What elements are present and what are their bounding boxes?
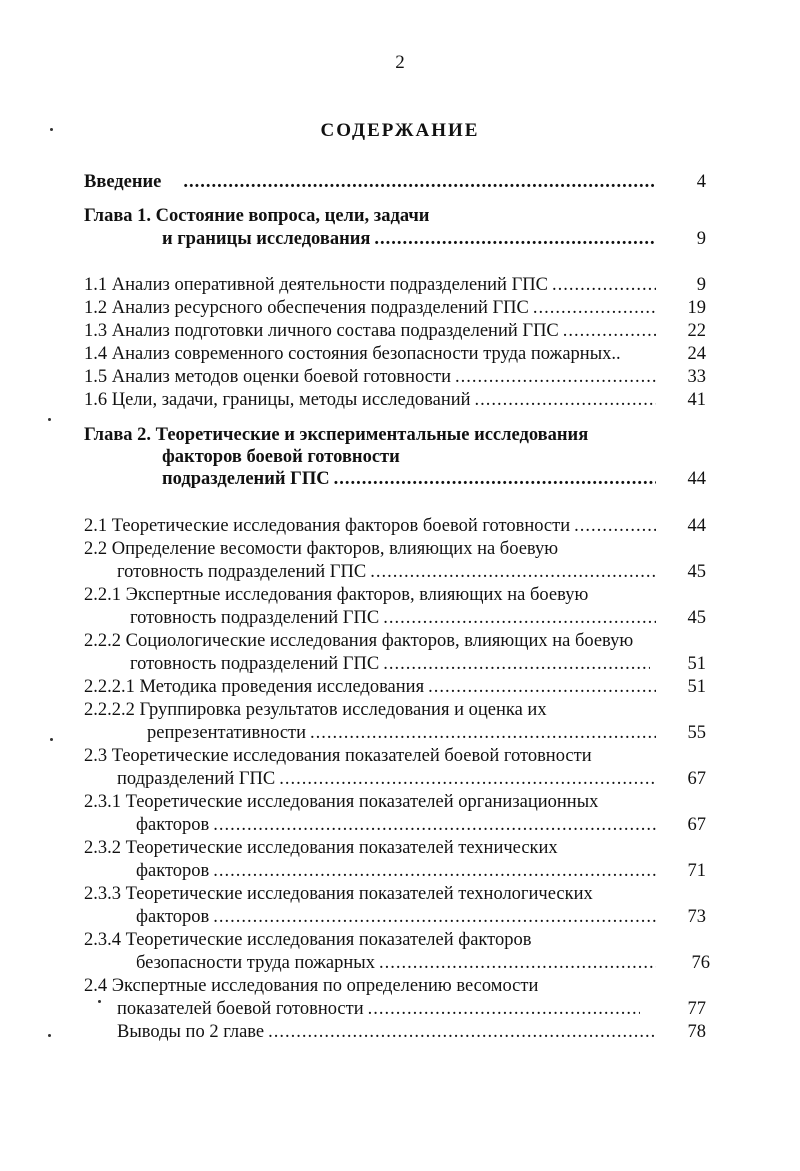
toc-leader <box>310 722 656 744</box>
toc-leader <box>183 171 656 193</box>
toc-leader <box>268 1021 656 1043</box>
scan-speck <box>50 738 53 741</box>
toc-entry-1-5: 1.5 Анализ методов оценки боевой готовности ..... <box>84 366 656 388</box>
toc-page-2-1: 44 <box>687 516 706 536</box>
toc-chapter-1-title: Глава 1. Состояние вопроса, цели, задачи <box>84 206 430 226</box>
toc-leader <box>213 906 656 928</box>
toc-page-1-6: 41 <box>687 390 706 410</box>
toc-page-2-2: 45 <box>687 562 706 582</box>
toc-entry-2-2-2-1: 2.2.2.1 Методика проведения исследования ..... <box>84 676 656 698</box>
toc-page-intro: 4 <box>696 172 706 192</box>
toc-page-ch2: 44 <box>687 469 706 489</box>
toc-page-2-2-1: 45 <box>687 608 706 628</box>
toc-leader <box>334 468 656 490</box>
toc-entry-2-2-2-cont: готовность подразделений ГПС ..... <box>130 653 650 675</box>
scan-speck <box>48 1034 51 1037</box>
toc-leader <box>428 676 656 698</box>
toc-entry-2-2-2-2: 2.2.2.2 Группировка результатов исследования и оценка их <box>84 700 547 720</box>
toc-entry-2-3-1-cont: факторов ..... <box>136 814 656 836</box>
toc-entry-intro <box>84 171 656 193</box>
toc-page-1-1: 9 <box>696 275 706 295</box>
toc-leader <box>368 998 640 1020</box>
toc-page-2-3-2: 71 <box>687 861 706 881</box>
toc-page-1-5: 33 <box>687 367 706 387</box>
toc-leader <box>213 814 656 836</box>
toc-entry-2-3-2: 2.3.2 Теоретические исследования показателей технических <box>84 838 558 858</box>
toc-entry-2-4-cont: показателей боевой готовности ..... <box>117 998 640 1020</box>
toc-page-2-3: 67 <box>687 769 706 789</box>
scan-speck <box>48 418 51 421</box>
toc-page-2-3-4: 76 <box>691 953 710 973</box>
toc-leader <box>213 860 656 882</box>
toc-entry-2-3-cont: подразделений ГПС ..... <box>117 768 656 790</box>
toc-entry-2-4: 2.4 Экспертные исследования по определению весомости <box>84 976 539 996</box>
toc-chapter-2-subtitle: факторов боевой готовности <box>162 447 400 467</box>
toc-leader <box>379 952 656 974</box>
toc-entry-2-3-3-cont: факторов ..... <box>136 906 656 928</box>
toc-page-conclusions: 78 <box>687 1022 706 1042</box>
toc-entry-2-3-2-cont: факторов ..... <box>136 860 656 882</box>
toc-chapter-2-title: Глава 2. Теоретические и экспериментальные исследования <box>84 425 589 445</box>
toc-leader <box>374 228 656 250</box>
toc-entry-2-3-3: 2.3.3 Теоретические исследования показателей технологических <box>84 884 593 904</box>
toc-entry-2-2: 2.2 Определение весомости факторов, влияющих на боевую <box>84 539 559 559</box>
toc-leader <box>370 561 656 583</box>
toc-entry-conclusions: Выводы по 2 главе ..... <box>117 1021 656 1043</box>
toc-page-2-4: 77 <box>687 999 706 1019</box>
toc-page-ch1: 9 <box>696 229 706 249</box>
toc-label: Введение <box>84 172 162 192</box>
toc-leader <box>455 366 656 388</box>
toc-chapter-1-subtitle: и границы исследования ..... <box>162 228 656 250</box>
toc-page-2-3-1: 67 <box>687 815 706 835</box>
toc-entry-2-2-1-cont: готовность подразделений ГПС ..... <box>130 607 656 629</box>
toc-leader <box>383 607 656 629</box>
toc-entry-1-3: 1.3 Анализ подготовки личного состава подразделений ГПС ..... <box>84 320 656 342</box>
toc-leader <box>279 768 656 790</box>
toc-page-2-2-2-1: 51 <box>687 677 706 697</box>
toc-page-1-3: 22 <box>687 321 706 341</box>
toc-entry-1-6: 1.6 Цели, задачи, границы, методы исследований ..... <box>84 389 656 411</box>
toc-leader <box>383 653 650 675</box>
toc-leader <box>552 274 656 296</box>
toc-entry-2-2-cont: готовность подразделений ГПС ..... <box>117 561 656 583</box>
toc-entry-2-2-2: 2.2.2 Социологические исследования факторов, влияющих на боевую <box>84 631 634 651</box>
toc-entry-2-3-4-cont: безопасности труда пожарных ..... <box>136 952 656 974</box>
page-title: СОДЕРЖАНИЕ <box>320 120 480 141</box>
toc-page-2-2-2: 51 <box>687 654 706 674</box>
toc-page-2-2-2-2: 55 <box>687 723 706 743</box>
toc-entry-2-3-1: 2.3.1 Теоретические исследования показателей организационных <box>84 792 599 812</box>
scan-speck <box>98 1000 101 1003</box>
toc-page-1-4: 24 <box>687 344 706 364</box>
toc-entry-2-2-1: 2.2.1 Экспертные исследования факторов, влияющих на боевую <box>84 585 589 605</box>
toc-entry-2-1: 2.1 Теоретические исследования факторов боевой готовности ..... <box>84 515 656 537</box>
toc-entry-1-2: 1.2 Анализ ресурсного обеспечения подразделений ГПС ..... <box>84 297 656 319</box>
toc-page-1-2: 19 <box>687 298 706 318</box>
toc-leader <box>574 515 656 537</box>
toc-leader <box>563 320 656 342</box>
toc-chapter-2-subtitle-2: подразделений ГПС ..... <box>162 468 656 490</box>
toc-leader <box>475 389 656 411</box>
toc-page-2-3-3: 73 <box>687 907 706 927</box>
toc-entry-1-1: 1.1 Анализ оперативной деятельности подразделений ГПС ..... <box>84 274 656 296</box>
scan-speck <box>50 128 53 131</box>
toc-leader <box>533 297 656 319</box>
toc-entry-1-4: 1.4 Анализ современного состояния безопасности труда пожарных.. <box>84 344 621 364</box>
toc-entry-2-3-4: 2.3.4 Теоретические исследования показателей факторов <box>84 930 532 950</box>
toc-entry-2-2-2-2-cont: репрезентативности ..... <box>147 722 656 744</box>
page-number: 2 <box>395 52 405 73</box>
toc-entry-2-3: 2.3 Теоретические исследования показателей боевой готовности <box>84 746 592 766</box>
